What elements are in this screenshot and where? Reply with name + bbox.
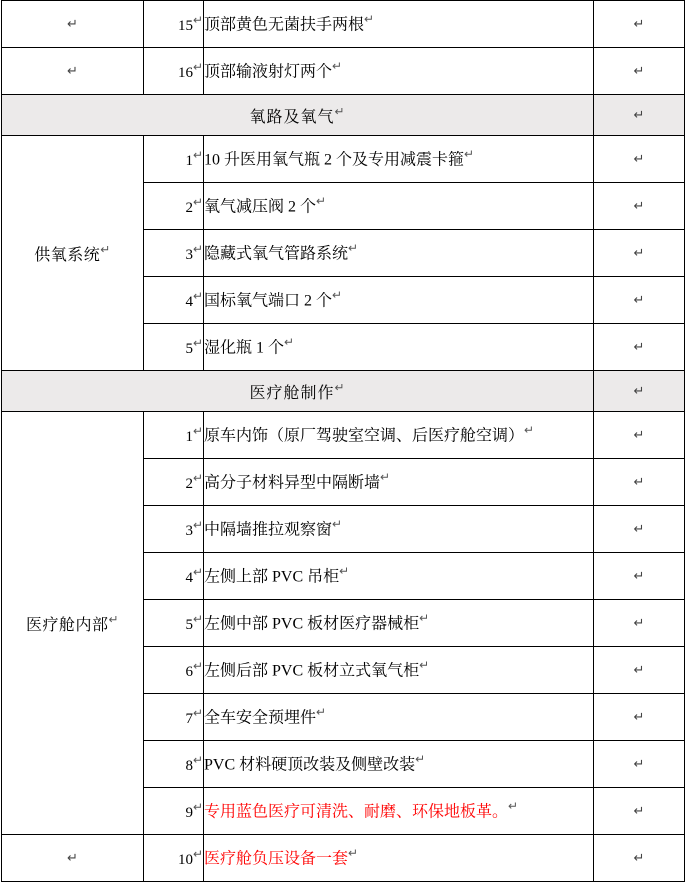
paragraph-mark-icon: ↵: [419, 657, 430, 672]
paragraph-mark-icon: ↵: [334, 104, 346, 119]
row-number-cell: [144, 459, 204, 506]
paragraph-mark-icon: ↵: [348, 845, 359, 860]
paragraph-mark-icon: ↵: [192, 148, 203, 162]
row-number: 1: [185, 153, 193, 169]
row-number: 2: [185, 200, 193, 216]
description-cell-highlighted: [204, 835, 594, 882]
row-number: 7: [185, 711, 193, 727]
paragraph-mark-icon: ↵: [633, 803, 645, 818]
row-number-cell: [144, 741, 204, 788]
section-title: 医疗舱制作: [249, 384, 335, 402]
paragraph-mark-icon: ↵: [192, 60, 203, 74]
table-row: [2, 1, 685, 48]
description-text: 左侧上部 PVC 吊柜: [204, 568, 340, 586]
description-cell: [204, 183, 594, 230]
paragraph-mark-icon: ↵: [633, 850, 645, 865]
row-number-cell: [144, 277, 204, 324]
paragraph-mark-icon: ↵: [633, 568, 645, 583]
row-number: 15: [177, 18, 193, 34]
row-number: 6: [185, 664, 193, 680]
remark-cell: [594, 459, 685, 506]
remark-cell: [594, 694, 685, 741]
description-cell: [204, 459, 594, 506]
paragraph-mark-icon: ↵: [192, 242, 203, 256]
description-cell: [204, 324, 594, 371]
paragraph-mark-icon: ↵: [192, 800, 203, 814]
row-number-cell: [144, 324, 204, 371]
row-number: 3: [185, 247, 193, 263]
description-text: 顶部输液射灯两个: [204, 63, 333, 81]
table-body: [2, 1, 685, 882]
paragraph-mark-icon: ↵: [192, 471, 203, 485]
description-text: 高分子材料异型中隔断墙: [204, 474, 381, 492]
category-cell: [2, 1, 144, 48]
remark-cell: [594, 277, 685, 324]
row-number: 5: [185, 341, 193, 357]
row-number-cell: [144, 506, 204, 553]
paragraph-mark-icon: ↵: [192, 659, 203, 673]
remark-cell: [594, 506, 685, 553]
paragraph-mark-icon: ↵: [316, 704, 327, 719]
remark-cell: [594, 553, 685, 600]
description-text: PVC 材料硬顶改装及侧壁改装: [204, 756, 416, 774]
description-text: 氧气减压阀 2 个: [204, 198, 317, 216]
category-label: 医疗舱内部: [25, 616, 109, 634]
row-number-cell: [144, 835, 204, 882]
row-number-cell: [144, 48, 204, 95]
table-row: [2, 48, 685, 95]
paragraph-mark-icon: ↵: [633, 709, 645, 724]
description-text: 隐藏式氧气管路系统: [204, 245, 349, 263]
row-number: 5: [185, 617, 193, 633]
paragraph-mark-icon: ↵: [67, 16, 78, 31]
paragraph-mark-icon: ↵: [192, 195, 203, 209]
row-number-cell: [144, 230, 204, 277]
table-row: [2, 412, 685, 459]
description-text: 左侧后部 PVC 板材立式氧气柜: [204, 662, 420, 680]
description-cell: [204, 277, 594, 324]
description-text: 专用蓝色医疗可清洗、耐磨、环保地板革。: [204, 803, 509, 821]
row-number-cell: [144, 694, 204, 741]
remark-cell: [594, 788, 685, 835]
paragraph-mark-icon: ↵: [633, 63, 645, 78]
section-title: 氧路及氧气: [249, 108, 335, 126]
row-number: 10: [177, 852, 193, 868]
paragraph-mark-icon: ↵: [192, 753, 203, 767]
remark-cell: [594, 835, 685, 882]
row-number: 3: [185, 523, 193, 539]
paragraph-mark-icon: ↵: [633, 756, 645, 771]
row-number-cell: [144, 183, 204, 230]
paragraph-mark-icon: ↵: [364, 11, 375, 26]
paragraph-mark-icon: ↵: [633, 107, 645, 122]
row-number-cell: [144, 1, 204, 48]
paragraph-mark-icon: ↵: [348, 240, 359, 255]
row-number: 16: [177, 65, 193, 81]
row-number: 9: [185, 805, 193, 821]
row-number: 4: [185, 570, 193, 586]
paragraph-mark-icon: ↵: [633, 474, 645, 489]
row-number: 8: [185, 758, 193, 774]
paragraph-mark-icon: ↵: [334, 380, 346, 395]
description-text: 原车内饰（原厂驾驶室空调、后医疗舱空调）: [204, 427, 525, 445]
description-cell: [204, 136, 594, 183]
paragraph-mark-icon: ↵: [633, 245, 645, 260]
row-number-cell: [144, 412, 204, 459]
row-number: 4: [185, 294, 193, 310]
row-number-cell: [144, 553, 204, 600]
remark-cell: [594, 324, 685, 371]
paragraph-mark-icon: ↵: [633, 292, 645, 307]
paragraph-mark-icon: ↵: [633, 427, 645, 442]
remark-cell: [594, 600, 685, 647]
paragraph-mark-icon: ↵: [67, 850, 78, 865]
section-header-row: [2, 371, 685, 412]
category-cell: [2, 835, 144, 882]
table-row: [2, 136, 685, 183]
remark-cell: [594, 230, 685, 277]
paragraph-mark-icon: ↵: [67, 63, 78, 78]
paragraph-mark-icon: ↵: [380, 469, 391, 484]
paragraph-mark-icon: ↵: [284, 334, 295, 349]
description-text: 湿化瓶 1 个: [204, 339, 285, 357]
paragraph-mark-icon: ↵: [108, 612, 120, 627]
remark-cell: [594, 48, 685, 95]
description-cell: [204, 506, 594, 553]
table-row: [2, 835, 685, 882]
paragraph-mark-icon: ↵: [192, 847, 203, 861]
paragraph-mark-icon: ↵: [192, 706, 203, 720]
description-text: 医疗舱负压设备一套: [204, 850, 349, 868]
paragraph-mark-icon: ↵: [192, 289, 203, 303]
section-title-cell: [2, 95, 594, 136]
description-text: 左侧中部 PVC 板材医疗器械柜: [204, 615, 420, 633]
category-cell-cabin-interior: [2, 412, 144, 835]
description-cell: [204, 600, 594, 647]
description-cell: [204, 230, 594, 277]
row-number: 2: [185, 476, 193, 492]
paragraph-mark-icon: ↵: [464, 146, 475, 161]
description-cell-highlighted: [204, 788, 594, 835]
paragraph-mark-icon: ↵: [633, 521, 645, 536]
remark-cell: [594, 647, 685, 694]
paragraph-mark-icon: ↵: [192, 518, 203, 532]
description-cell: [204, 647, 594, 694]
paragraph-mark-icon: ↵: [633, 615, 645, 630]
paragraph-mark-icon: ↵: [192, 336, 203, 350]
description-cell: [204, 694, 594, 741]
description-cell: [204, 1, 594, 48]
row-number-cell: [144, 788, 204, 835]
description-text: 顶部黄色无菌扶手两根: [204, 16, 365, 34]
paragraph-mark-icon: ↵: [332, 516, 343, 531]
description-cell: [204, 412, 594, 459]
section-title-cell: [2, 371, 594, 412]
paragraph-mark-icon: ↵: [192, 565, 203, 579]
paragraph-mark-icon: ↵: [633, 339, 645, 354]
paragraph-mark-icon: ↵: [316, 193, 327, 208]
row-number-cell: [144, 600, 204, 647]
remark-cell: [594, 412, 685, 459]
paragraph-mark-icon: ↵: [192, 424, 203, 438]
description-text: 国标氧气端口 2 个: [204, 292, 333, 310]
paragraph-mark-icon: ↵: [419, 610, 430, 625]
paragraph-mark-icon: ↵: [633, 151, 645, 166]
paragraph-mark-icon: ↵: [633, 16, 645, 31]
paragraph-mark-icon: ↵: [633, 198, 645, 213]
category-cell: [2, 48, 144, 95]
remark-cell: [594, 136, 685, 183]
paragraph-mark-icon: ↵: [415, 751, 426, 766]
description-text: 全车安全预埋件: [204, 709, 317, 727]
category-label: 供氧系统: [34, 246, 101, 264]
paragraph-mark-icon: ↵: [633, 383, 645, 398]
paragraph-mark-icon: ↵: [100, 242, 111, 257]
description-cell: [204, 553, 594, 600]
row-number-cell: [144, 647, 204, 694]
specification-table: [1, 0, 685, 882]
description-cell: [204, 741, 594, 788]
paragraph-mark-icon: ↵: [339, 563, 350, 578]
row-number-cell: [144, 136, 204, 183]
remark-cell: [594, 1, 685, 48]
paragraph-mark-icon: ↵: [192, 612, 203, 626]
row-number: 1: [185, 429, 193, 445]
description-text: 中隔墙推拉观察窗: [204, 521, 333, 539]
remark-cell: [594, 183, 685, 230]
description-cell: [204, 48, 594, 95]
section-remark-cell: [594, 95, 685, 136]
section-remark-cell: [594, 371, 685, 412]
paragraph-mark-icon: ↵: [633, 662, 645, 677]
paragraph-mark-icon: ↵: [332, 287, 343, 302]
description-text: 10 升医用氧气瓶 2 个及专用减震卡箍: [204, 151, 465, 169]
category-cell-oxygen-system: [2, 136, 144, 371]
paragraph-mark-icon: ↵: [192, 13, 203, 27]
remark-cell: [594, 741, 685, 788]
paragraph-mark-icon: ↵: [508, 798, 519, 813]
section-header-row: [2, 95, 685, 136]
paragraph-mark-icon: ↵: [332, 58, 343, 73]
paragraph-mark-icon: ↵: [524, 422, 535, 437]
